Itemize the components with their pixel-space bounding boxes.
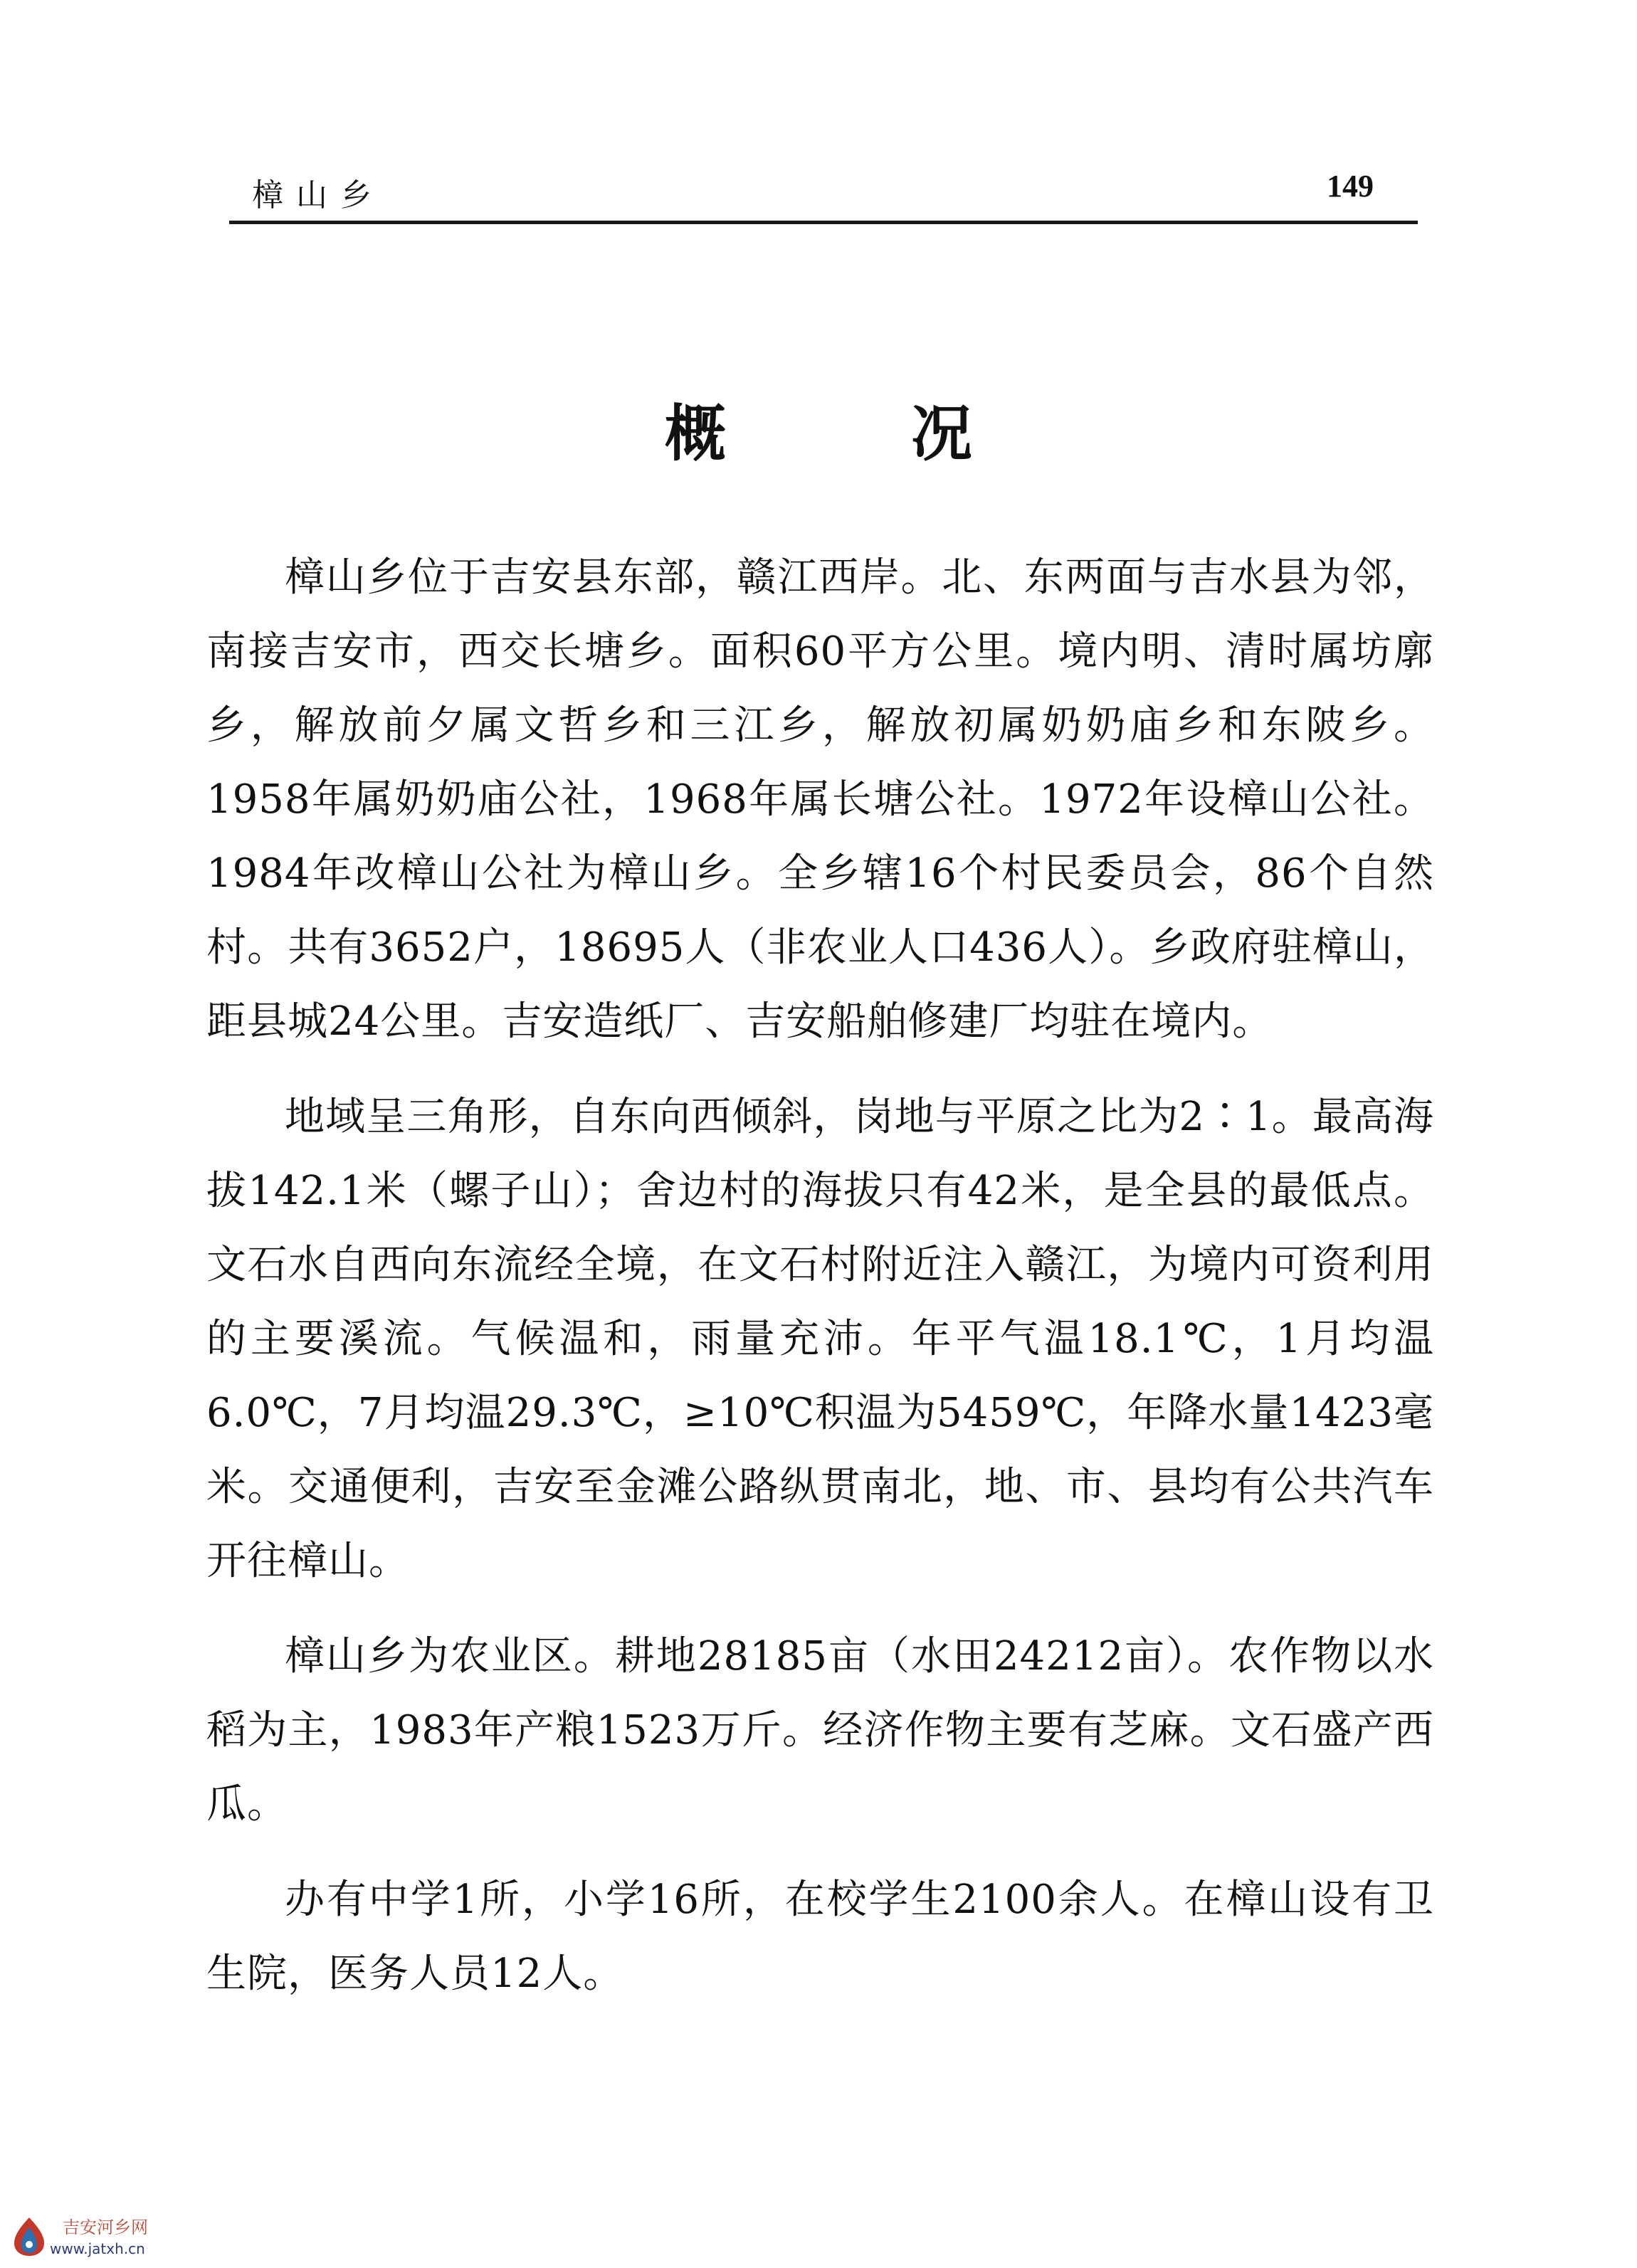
paragraph-agriculture: 樟山乡为农业区。耕地28185亩（水田24212亩）。农作物以水稻为主，1983年产粮1523万斤。经济作物主要有芝麻。文石盛产西瓜。	[206, 1633, 1434, 1827]
running-header	[229, 165, 1418, 224]
site-watermark	[6, 2212, 169, 2263]
header-title: 樟山乡	[252, 177, 384, 213]
watermark-site-url: www.jatxh.cn	[50, 2240, 145, 2257]
body-text	[206, 541, 1434, 2032]
paragraph-overview: 樟山乡位于吉安县东部，赣江西岸。北、东两面与吉水县为邻，南接吉安市，西交长塘乡。面积60平方公里。境内明、清时属坊廓乡，解放前夕属文哲乡和三江乡，解放初属奶奶庙乡和东陂乡。1958年属奶奶庙公社，1968年属长塘公社。1972年设樟山公社。1984年改樟山公社为樟山乡。全乡辖16个村民委员会，86个自然村。共有3652户，18695人（非农业人口436人）。乡政府驻樟山，距县城24公里。吉安造纸厂、吉安船舶修建厂均驻在境内。	[206, 554, 1434, 1045]
page-number: 149	[1327, 169, 1374, 204]
paragraph-education: 办有中学1所，小学16所，在校学生2100余人。在樟山设有卫生院，医务人员12人。	[206, 1877, 1434, 1997]
section-title: 概况	[665, 399, 1157, 470]
paragraph-geography: 地域呈三角形，自东向西倾斜，岗地与平原之比为2∶1。最高海拔142.1米（螺子山）；舍边村的海拔只有42米，是全县的最低点。文石水自西向东流经全境，在文石村附近注入赣江，为境内可资利用的主要溪流。气候温和，雨量充沛。年平气温18.1℃，1月均温6.0℃，7月均温29.3℃，≥10℃积温为5459℃，年降水量1423毫米。交通便利，吉安至金滩公路纵贯南北，地、市、县均有公共汽车开往樟山。	[206, 1094, 1434, 1584]
watermark-site-name: 吉安河乡网	[63, 2217, 148, 2237]
site-logo-icon	[9, 2213, 50, 2257]
